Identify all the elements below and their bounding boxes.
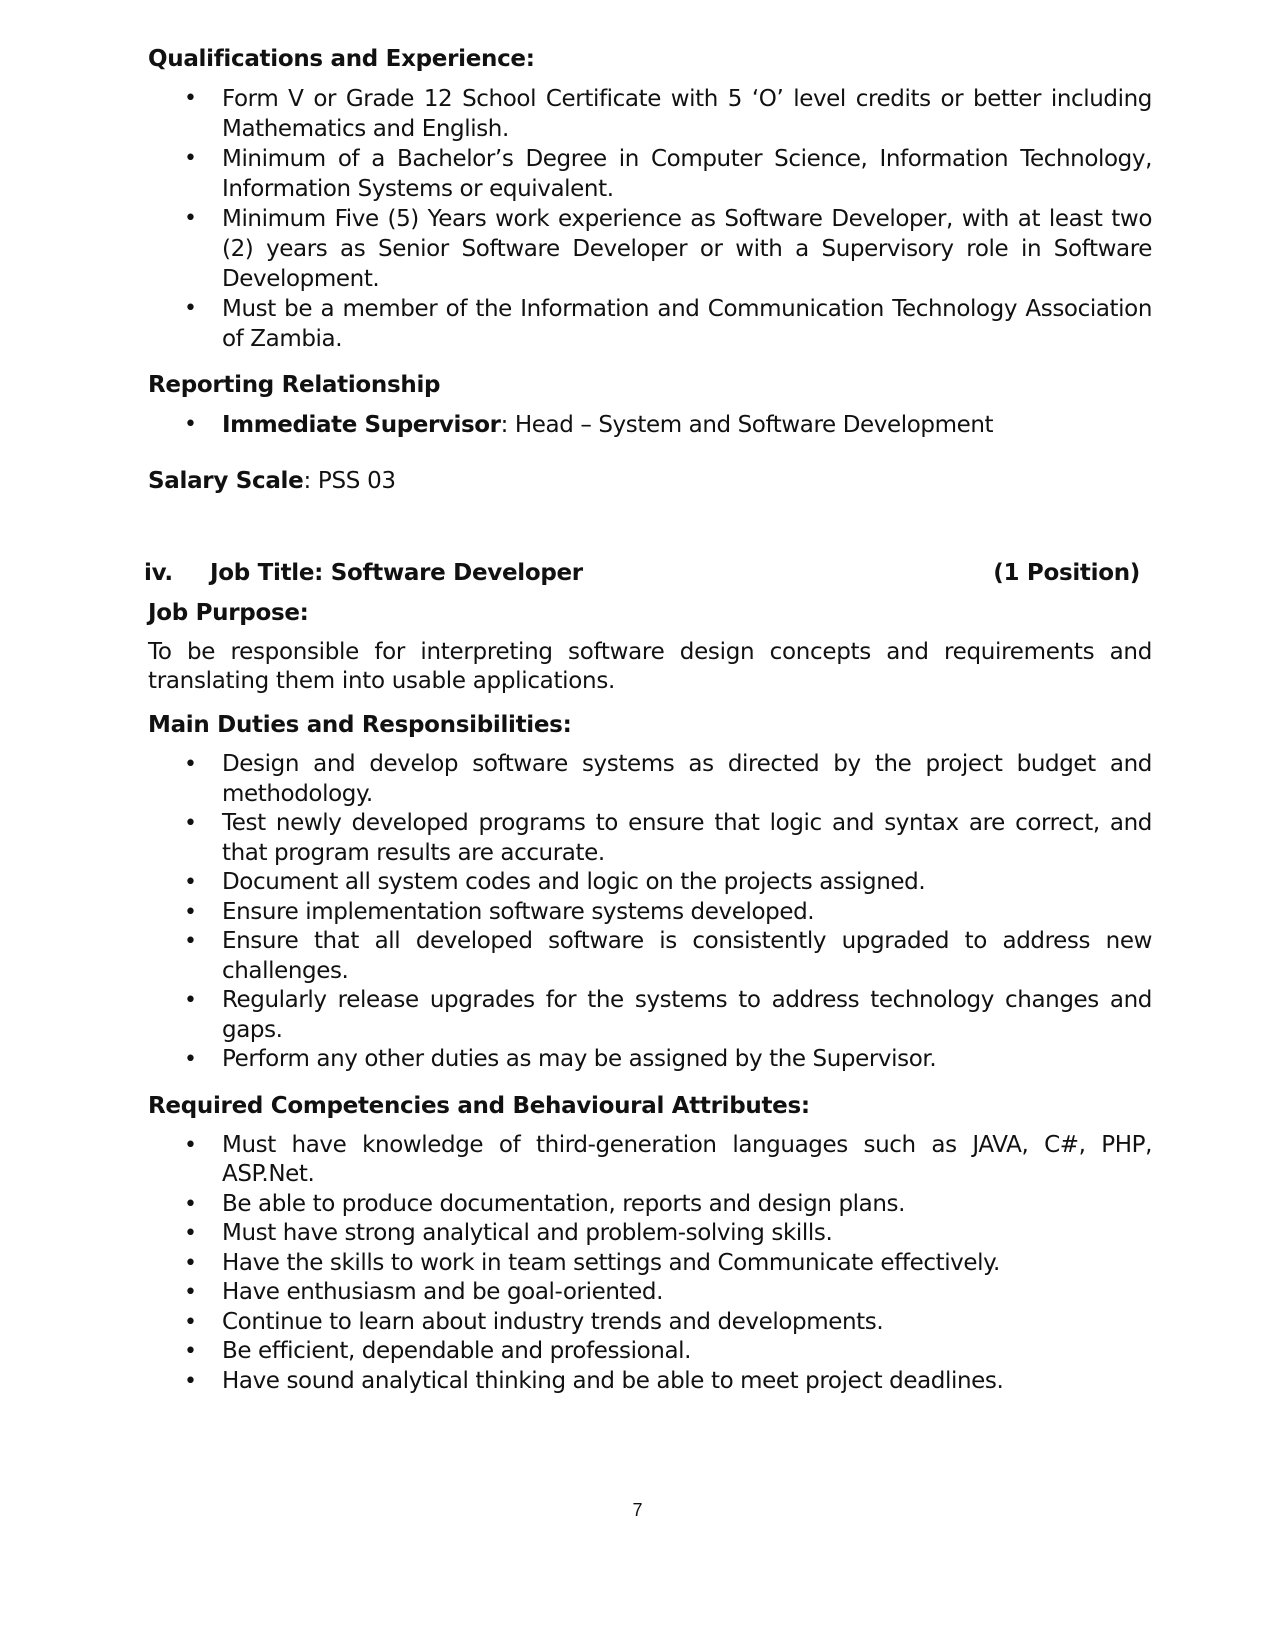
list-item: • Perform any other duties as may be assigned by the Supervisor. xyxy=(148,1045,1152,1075)
list-item: • Ensure that all developed software is consistently upgraded to address new challenges. xyxy=(148,927,1152,986)
list-item: • Continue to learn about industry trends and developments. xyxy=(148,1308,1152,1338)
qualifications-heading: Qualifications and Experience: xyxy=(148,46,535,72)
job-number: iv. xyxy=(144,560,173,586)
supervisor-label: Immediate Supervisor xyxy=(222,412,501,438)
salary-value: : PSS 03 xyxy=(303,468,396,494)
list-item: • Regularly release upgrades for the systems to address technology changes and gaps. xyxy=(148,986,1152,1045)
list-item: • Have the skills to work in team settings and Communicate effectively. xyxy=(148,1249,1152,1279)
supervisor-value: : Head – System and Software Development xyxy=(500,412,994,438)
qualifications-list xyxy=(148,84,1152,354)
list-item: • Must have strong analytical and problem-solving skills. xyxy=(148,1219,1152,1249)
list-item: • Minimum Five (5) Years work experience as Software Developer, with at least two (2) years as Senior Software Developer or with a Supervisory role in Software Development. xyxy=(148,204,1152,294)
salary-scale xyxy=(148,466,1152,496)
competencies-list xyxy=(148,1131,1152,1397)
job-purpose-text: To be responsible for interpreting software design concepts and requirements and translating them into usable applications. xyxy=(148,639,1152,694)
list-item: • Must have knowledge of third-generation languages such as JAVA, C#, PHP, ASP.Net. xyxy=(148,1131,1152,1190)
job-purpose-heading: Job Purpose: xyxy=(148,600,309,626)
competencies-heading: Required Competencies and Behavioural Attributes: xyxy=(148,1092,810,1119)
list-item: • Document all system codes and logic on the projects assigned. xyxy=(148,868,1152,898)
page-number: 7 xyxy=(632,1500,643,1520)
job-title-text: Job Title: Software Developer xyxy=(210,560,583,586)
reporting-heading: Reporting Relationship xyxy=(148,372,441,398)
list-item: • Ensure implementation software systems developed. xyxy=(148,898,1152,928)
list-item: • Must be a member of the Information and Communication Technology Association of Zambia. xyxy=(148,294,1152,354)
duties-list xyxy=(148,750,1152,1075)
list-item: • Form V or Grade 12 School Certificate with 5 ‘O’ level credits or better including Mathematics and English. xyxy=(148,84,1152,144)
reporting-list xyxy=(148,410,1152,440)
job-positions: (1 Position) xyxy=(993,560,1140,586)
list-item: • Be efficient, dependable and professional. xyxy=(148,1337,1152,1367)
duties-heading: Main Duties and Responsibilities: xyxy=(148,712,572,738)
list-item: • Design and develop software systems as directed by the project budget and methodology. xyxy=(148,750,1152,809)
list-item: • Be able to produce documentation, reports and design plans. xyxy=(148,1190,1152,1220)
salary-label: Salary Scale xyxy=(148,468,304,494)
list-item xyxy=(148,410,1152,440)
list-item: • Have enthusiasm and be goal-oriented. xyxy=(148,1278,1152,1308)
list-item: • Minimum of a Bachelor’s Degree in Computer Science, Information Technology, Information Systems or equivalent. xyxy=(148,144,1152,204)
document-page xyxy=(144,44,1152,1412)
list-item: • Test newly developed programs to ensure that logic and syntax are correct, and that program results are accurate. xyxy=(148,809,1152,868)
job-title-row xyxy=(144,558,1140,588)
list-item: • Have sound analytical thinking and be able to meet project deadlines. xyxy=(148,1367,1152,1397)
job-title xyxy=(144,558,583,588)
